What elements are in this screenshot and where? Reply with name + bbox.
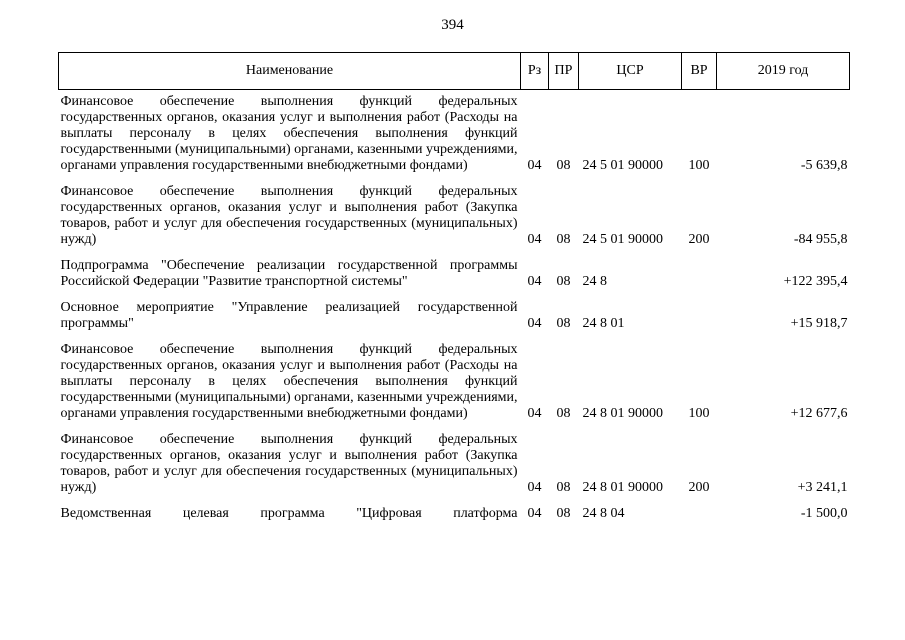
- header-pr: ПР: [549, 53, 579, 90]
- table-header-row: [59, 53, 850, 90]
- row-rz: 04: [527, 232, 542, 247]
- row-amount: -1 500,0: [800, 506, 848, 521]
- row-vr: [682, 497, 717, 523]
- row-pr: 08: [556, 406, 571, 421]
- row-name: Ведомственная целевая программа "Цифровая платформа: [60, 506, 518, 521]
- header-name: Наименование: [59, 53, 521, 90]
- row-amount: +15 918,7: [790, 316, 848, 331]
- row-rz: 04: [527, 506, 542, 521]
- row-csr: 24 8: [582, 274, 607, 289]
- row-csr: 24 8 04: [582, 506, 625, 521]
- row-rz: 04: [527, 274, 542, 289]
- row-name: Подпрограмма "Обеспечение реализации государственной программы Российской Федерации "Развитие транспортной системы": [60, 258, 518, 289]
- table-row: [59, 249, 850, 291]
- row-pr: 08: [556, 506, 571, 521]
- header-rz: Рз: [521, 53, 549, 90]
- row-amount: -5 639,8: [800, 158, 848, 173]
- row-pr: 08: [556, 316, 571, 331]
- row-vr: 100: [688, 158, 710, 173]
- table-row: [59, 333, 850, 423]
- row-name: Финансовое обеспечение выполнения функций федеральных государственных органов, оказания услуг и выполнения работ (Закупка товаров, работ и услуг для обеспечения государственных (муниципальных) нужд): [60, 432, 518, 495]
- table-row: [59, 291, 850, 333]
- row-name: Финансовое обеспечение выполнения функций федеральных государственных органов, оказания услуг и выполнения работ (Расходы на выплаты персоналу в целях обеспечения выполнения функций государственными (муниципальными) органами, казенными учреждениями, органами управления государственными внебюджетными фондами): [60, 342, 518, 421]
- row-vr: 100: [688, 406, 710, 421]
- header-vr: ВР: [682, 53, 717, 90]
- table-row: [59, 90, 850, 176]
- row-csr: 24 5 01 90000: [582, 232, 663, 247]
- row-amount: +3 241,1: [797, 480, 848, 495]
- row-vr: 200: [688, 232, 710, 247]
- row-name: Основное мероприятие "Управление реализацией государственной программы": [60, 300, 518, 331]
- row-name: Финансовое обеспечение выполнения функций федеральных государственных органов, оказания услуг и выполнения работ (Закупка товаров, работ и услуг для обеспечения государственных (муниципальных) нужд): [60, 184, 518, 247]
- page-number: 394: [441, 17, 464, 33]
- table-row: [59, 175, 850, 249]
- row-csr: 24 8 01: [582, 316, 625, 331]
- row-vr: [682, 291, 717, 333]
- row-csr: 24 8 01 90000: [582, 406, 663, 421]
- row-rz: 04: [527, 316, 542, 331]
- row-csr: 24 8 01 90000: [582, 480, 663, 495]
- row-rz: 04: [527, 480, 542, 495]
- row-pr: 08: [556, 158, 571, 173]
- row-pr: 08: [556, 232, 571, 247]
- row-amount: +122 395,4: [783, 274, 848, 289]
- row-csr: 24 5 01 90000: [582, 158, 663, 173]
- row-pr: 08: [556, 274, 571, 289]
- row-pr: 08: [556, 480, 571, 495]
- row-name: Финансовое обеспечение выполнения функций федеральных государственных органов, оказания услуг и выполнения работ (Расходы на выплаты персоналу в целях обеспечения выполнения функций государственными (муниципальными) органами, казенными учреждениями, органами управления государственными внебюджетными фондами): [60, 94, 518, 173]
- row-amount: -84 955,8: [793, 232, 848, 247]
- header-year: 2019 год: [717, 53, 850, 90]
- table-row: [59, 497, 850, 523]
- row-vr: 200: [688, 480, 710, 495]
- table-row: [59, 423, 850, 497]
- header-csr: ЦСР: [579, 53, 682, 90]
- row-vr: [682, 249, 717, 291]
- row-rz: 04: [527, 406, 542, 421]
- budget-table: [58, 52, 850, 523]
- row-amount: +12 677,6: [790, 406, 848, 421]
- row-rz: 04: [527, 158, 542, 173]
